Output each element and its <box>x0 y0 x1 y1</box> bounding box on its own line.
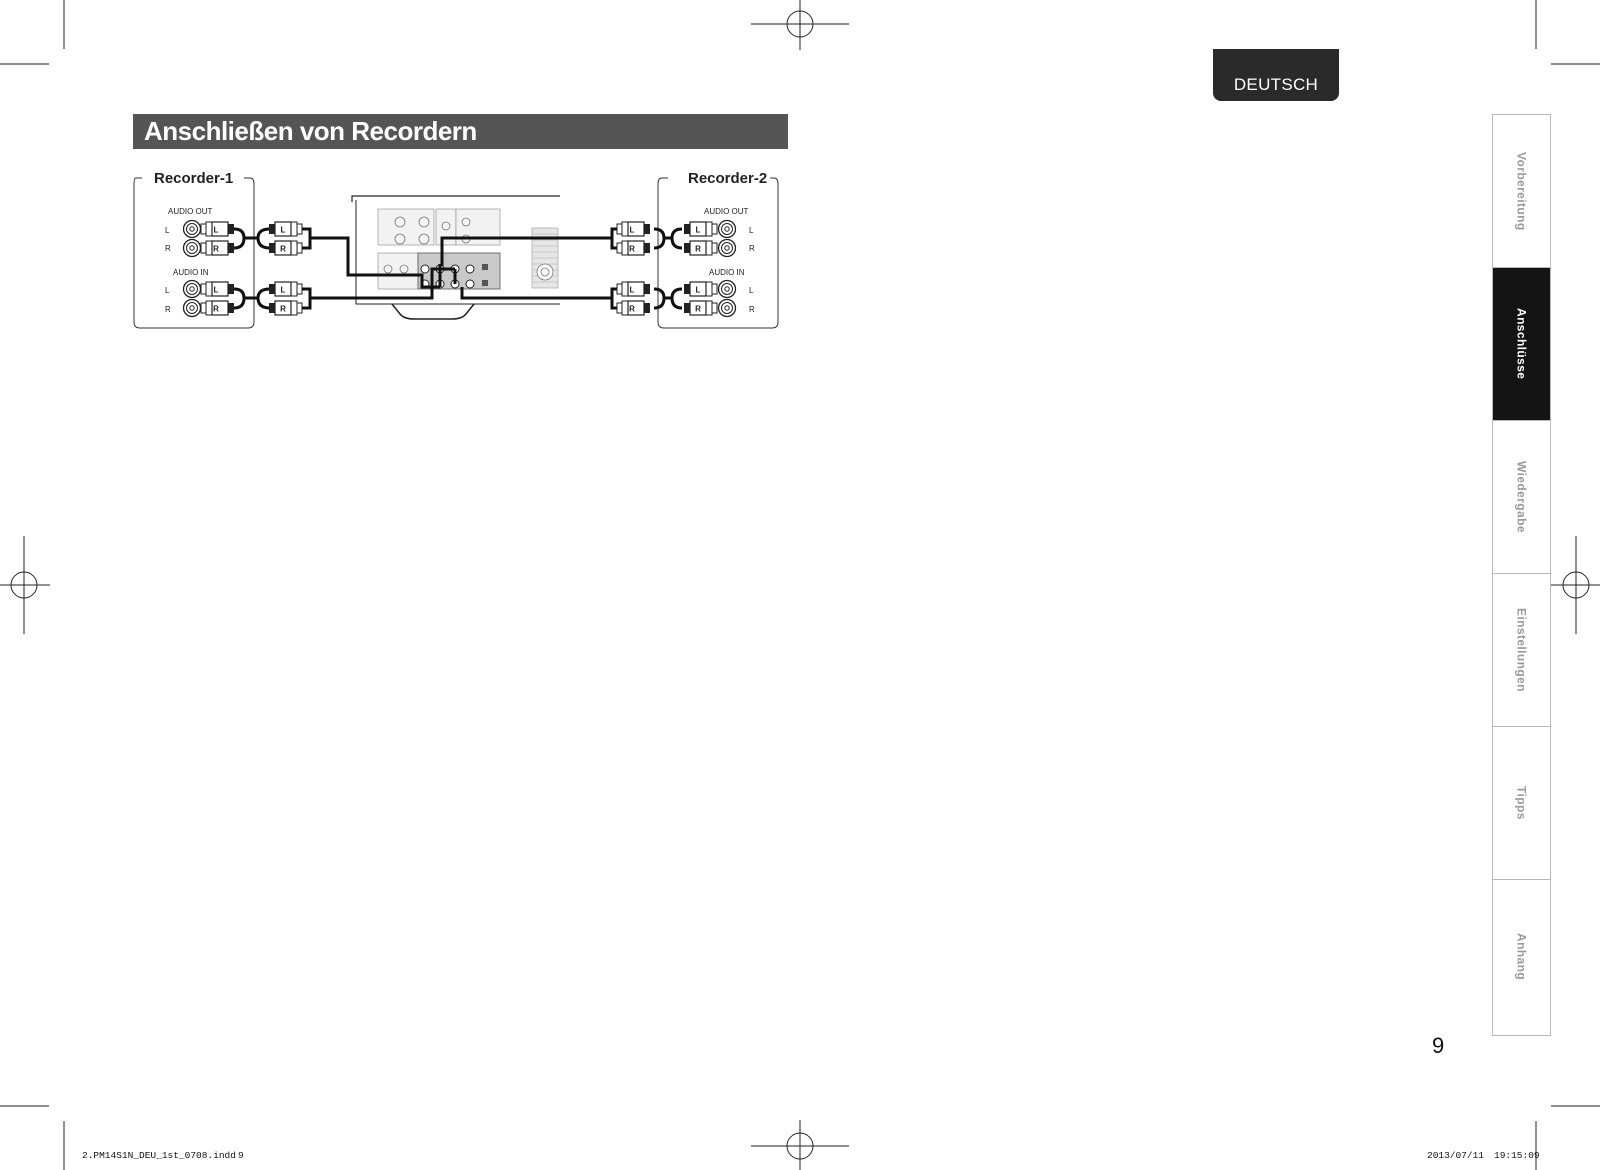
recorder1-cables <box>234 229 270 308</box>
recorder1-audio-out-label: AUDIO OUT <box>168 207 213 216</box>
tab-label: Einstellungen <box>1514 608 1529 692</box>
recorder1-out-l-label: L <box>165 226 170 235</box>
plug-letter: L <box>280 285 286 295</box>
language-badge: DEUTSCH <box>1213 49 1339 101</box>
recorder2-title: Recorder-2 <box>688 170 768 187</box>
footer-date: 2013/07/11 <box>1427 1150 1485 1161</box>
plug-letter: L <box>213 285 219 295</box>
recorder1-cable-plugs <box>269 222 302 315</box>
tab-wiedergabe[interactable] <box>1493 421 1550 574</box>
footer-time: 19:15:09 <box>1494 1150 1540 1161</box>
tab-label: Vorbereitung <box>1514 151 1529 231</box>
plug-letter: R <box>280 304 286 314</box>
recorder2-out-l-label: L <box>749 226 754 235</box>
plug-letter: L <box>629 285 635 295</box>
registration-mark-bottom <box>751 1120 849 1170</box>
tab-label: Wiedergabe <box>1514 461 1529 533</box>
footer-file-page: 9 <box>238 1150 244 1161</box>
footer-file-name: 2.PM14S1N_DEU_1st_0708.indd <box>82 1150 236 1161</box>
recorder2-audio-out-label: AUDIO OUT <box>704 207 749 216</box>
plug-letter: L <box>213 225 219 235</box>
plug-letter: R <box>629 244 635 254</box>
section-title: Anschließen von Recordern <box>133 114 788 149</box>
plug-letter: R <box>213 304 219 314</box>
recorder2-out-r-label: R <box>749 244 755 253</box>
recorder1-title: Recorder-1 <box>154 170 234 187</box>
tab-einstellungen[interactable] <box>1493 574 1550 727</box>
registration-mark-top <box>751 0 849 50</box>
recorder1-out-r-label: R <box>165 244 171 253</box>
tab-anhang[interactable] <box>1493 880 1550 1033</box>
page-number: 9 <box>1432 1033 1445 1058</box>
section-tabs <box>1492 114 1551 1036</box>
recorder2-cable-plugs <box>617 222 650 315</box>
recorder1-audio-in-label: AUDIO IN <box>173 268 209 277</box>
recorder2-in-l-label: L <box>749 286 754 295</box>
plug-letter: R <box>213 244 219 254</box>
tab-vorbereitung[interactable] <box>1493 115 1550 268</box>
amplifier-rear-panel <box>352 196 560 319</box>
plug-letter: L <box>695 225 701 235</box>
recorder2-in-r-label: R <box>749 305 755 314</box>
tab-anschluesse[interactable] <box>1493 268 1550 421</box>
tab-tipps[interactable] <box>1493 727 1550 880</box>
recorder1-in-r-label: R <box>165 305 171 314</box>
plug-letter: R <box>695 304 701 314</box>
registration-mark-left <box>0 536 50 634</box>
plug-letter: L <box>280 225 286 235</box>
recorder-connection-diagram <box>130 164 790 339</box>
tab-label: Anschlüsse <box>1514 308 1529 380</box>
tab-label: Anhang <box>1514 932 1529 981</box>
plug-letter: L <box>695 285 701 295</box>
tab-label: Tipps <box>1514 786 1529 820</box>
plug-letter: R <box>695 244 701 254</box>
plug-letter: L <box>629 225 635 235</box>
registration-mark-right <box>1550 536 1600 634</box>
plug-letter: R <box>629 304 635 314</box>
recorder1-in-l-label: L <box>165 286 170 295</box>
plug-letter: R <box>280 244 286 254</box>
recorder2-audio-in-label: AUDIO IN <box>709 268 745 277</box>
